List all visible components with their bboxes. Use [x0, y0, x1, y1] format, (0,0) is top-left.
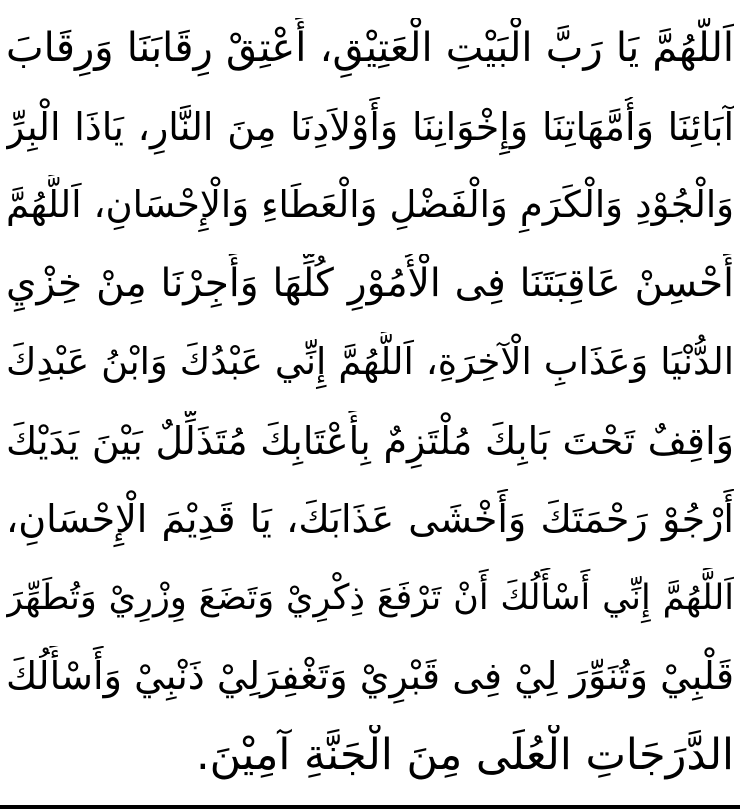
- text-line-5: الدُّنْيَا وَعَذَابِ الْآخِرَةِ، اَللَّهُمَّ إِنِّي عَبْدُكَ وَابْنُ عَبْدِكَ: [6, 340, 734, 383]
- text-line-7: أَرْجُوْ رَحْمَتَكَ وَأَخْشَى عَذَابَكَ، يَا قَدِيْمَ الْإِحْسَانِ،: [6, 497, 734, 541]
- text-line-9: قَلْبِيْ وَتُنَوِّرَ لِيْ فِى قَبْرِيْ وَتَغْفِرَلِيْ ذَنْبِيْ وَأَسْأَلُكَ: [6, 654, 734, 698]
- text-line-2: آبَائِنَا وَأُمَّهَاتِنَا وَإِخْوَانِنَا وَأَوْلاَدِنَا مِنَ النَّارِ، يَاذَا الْبِرِّ: [6, 104, 734, 149]
- text-line-8: اَللَّهُمَّ إِنِّي أَسْأَلُكَ أَنْ تَرْفَعَ ذِكْرِيْ وَتَضَعَ وِزْرِيْ وَتُطَهِّرَ: [6, 577, 734, 618]
- text-line-10: الدَّرَجَاتِ الْعُلَى مِنَ الْجَنَّةِ آمِيْنَ.: [195, 729, 734, 780]
- text-line-4: أَحْسِنْ عَاقِبَتَنَا فِى الْأُمُوْرِ كُلِّهَا وَأَجِرْنَا مِنْ خِزْيِ: [6, 260, 734, 306]
- bottom-divider: [0, 805, 740, 809]
- text-line-3: وَالْجُوْدِ وَالْكَرَمِ وَالْفَضْلِ وَالْعَطَاءِ وَالْإِحْسَانِ، اَللَّهُمَّ: [6, 183, 734, 226]
- prayer-text: [6, 18, 734, 803]
- text-line-6: وَاقِفٌ تَحْتَ بَابِكَ مُلْتَزِمٌ بِأَعْتَابِكَ مُتَذَلِّلٌ بَيْنَ يَدَيْكَ: [6, 418, 734, 463]
- text-line-1: اَللَّهُمَّ يَا رَبَّ الْبَيْتِ الْعَتِيْقِ، أَعْتِقْ رِقَابَنَا وَرِقَابَ: [6, 25, 734, 71]
